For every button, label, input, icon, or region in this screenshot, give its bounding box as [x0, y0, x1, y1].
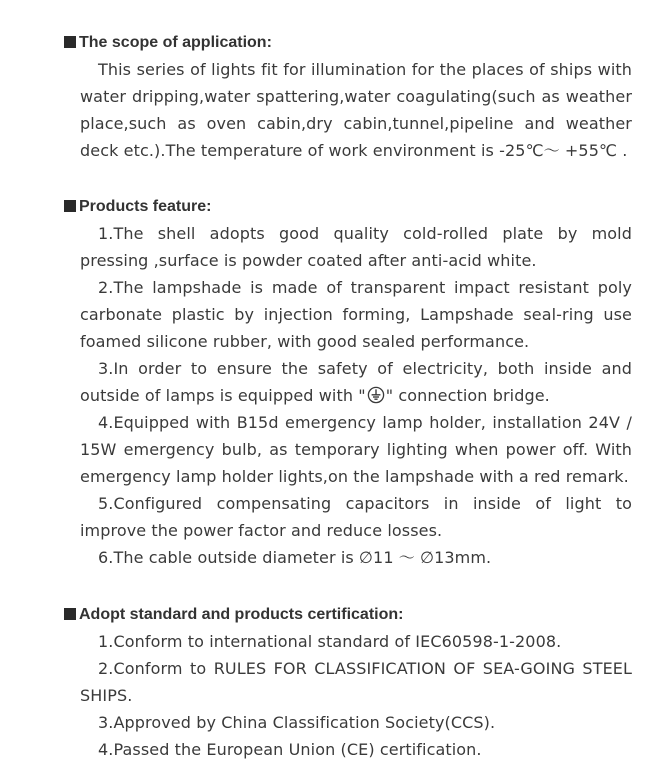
bullet-square-icon — [64, 36, 76, 48]
standard-item: 3.Approved by China Classification Society(CCS). — [98, 713, 496, 732]
features-list — [80, 220, 632, 571]
feature-item: 2.The lampshade is made of transparent impact resistant poly carbonate plastic by injection forming, Lampshade seal-ring use foamed silicone rubber, with good sealed performance. — [80, 278, 632, 351]
feature-item-3-tail: " connection bridge. — [385, 386, 550, 405]
standard-item: 4.Passed the European Union (CE) certification. — [98, 740, 482, 759]
feature-item: 4.Equipped with B15d emergency lamp holder, installation 24V / 15W emergency bulb, as temporary lighting when power off. With emergency lamp holder lights,on the lampshade with a red remark. — [80, 413, 632, 486]
standard-item: 2.Conform to RULES FOR CLASSIFICATION OF SEA-GOING STEEL SHIPS. — [80, 659, 632, 705]
bullet-square-icon — [64, 608, 76, 620]
feature-item: 6.The cable outside diameter is ∅11 ～ ∅13mm. — [98, 548, 492, 567]
protective-earth-icon — [367, 386, 385, 404]
features-section — [64, 194, 634, 571]
standards-heading — [64, 602, 634, 628]
standards-section — [64, 602, 634, 763]
scope-title: The scope of application: — [79, 34, 272, 51]
scope-heading — [64, 30, 634, 56]
feature-item: 5.Configured compensating capacitors in inside of light to improve the power factor and reduce losses. — [80, 494, 632, 540]
standard-item: 1.Conform to international standard of IEC60598-1-2008. — [98, 632, 562, 651]
feature-item: 1.The shell adopts good quality cold-rolled plate by mold pressing ,surface is powder coated after anti-acid white. — [80, 224, 632, 270]
standards-title: Adopt standard and products certification: — [79, 606, 404, 623]
scope-body — [80, 56, 632, 164]
standards-list — [80, 628, 632, 763]
features-title: Products feature: — [79, 198, 212, 215]
scope-section — [64, 30, 634, 164]
feature-item — [80, 355, 632, 409]
features-heading — [64, 194, 634, 220]
scope-text: This series of lights fit for illumination for the places of ships with water dripping,water spattering,water coagulating(such as weather place,such as oven cabin,dry cabin,tunnel,pipeline and weather deck etc.).The temperature of work environment is -25℃～ +55℃ . — [80, 60, 632, 160]
feature-item-3-text: 3.In order to ensure the safety of electricity, both inside and outside of lamps is equipped with " — [80, 359, 632, 405]
bullet-square-icon — [64, 200, 76, 212]
